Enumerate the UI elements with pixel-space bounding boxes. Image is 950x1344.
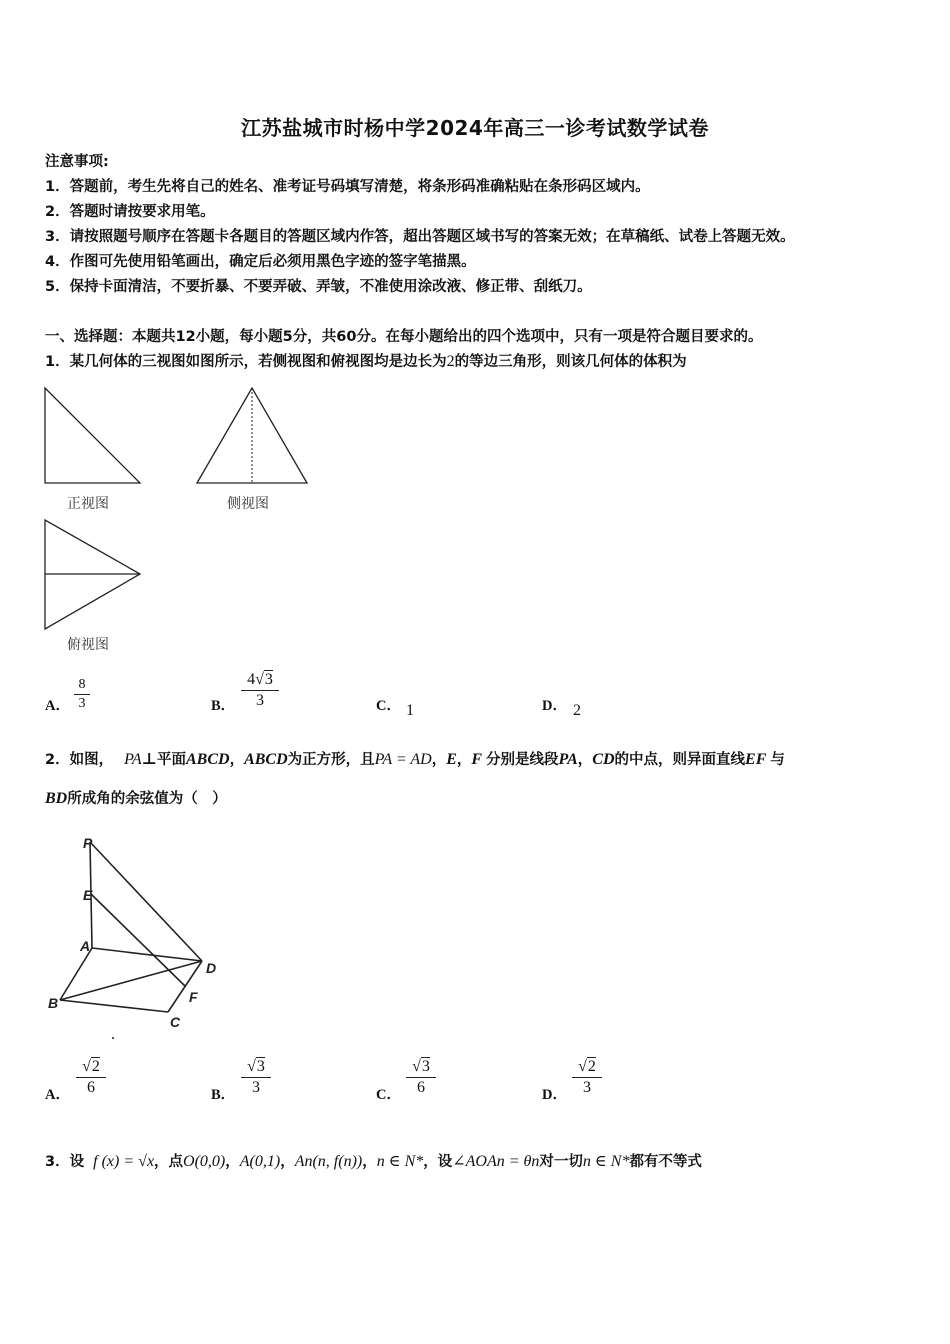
label-f: F <box>189 989 198 1005</box>
q1-option-d-label[interactable]: D． <box>542 698 567 714</box>
front-view-triangle <box>45 388 140 483</box>
top-view-caption: 俯视图 <box>67 637 109 653</box>
q1-option-b-label[interactable]: B． <box>211 698 236 714</box>
front-view-figure <box>40 385 150 490</box>
label-c: C <box>170 1014 181 1030</box>
q2-option-a-value: $\frac{√2}{6}$ <box>76 1058 106 1097</box>
q1-option-b-value: $\frac{4√3}{3}$ <box>241 671 279 710</box>
label-p: P <box>83 835 93 851</box>
section-heading: 一、选择题：本题共12小题，每小题5分，共60分。在每小题给出的四个选项中，只有一项是符合题目要求的。 <box>45 329 763 345</box>
top-view-figure <box>40 517 150 633</box>
notice-item-2: 2．答题时请按要求用笔。 <box>45 204 215 220</box>
q1-option-c-label[interactable]: C． <box>376 698 401 714</box>
notice-heading: 注意事项: <box>45 154 109 170</box>
question-3-text: 3．设 f (x) = √x，点O(0,0)，A(0,1)，An(n, f(n))，n ∈ N*，设∠AOAn = θn对一切n ∈ N*都有不等式 <box>45 1153 702 1170</box>
edge-bc <box>60 1000 168 1012</box>
label-a: A <box>80 938 91 954</box>
q2-option-b-label[interactable]: B． <box>211 1087 236 1103</box>
q2-option-c-label[interactable]: C． <box>376 1087 401 1103</box>
label-d: D <box>206 960 217 976</box>
notice-item-3: 3．请按照题号顺序在答题卡各题目的答题区域内作答，超出答题区域书写的答案无效；在草稿纸、试卷上答题无效。 <box>45 229 795 245</box>
q1-option-a-label[interactable]: A． <box>45 698 70 714</box>
page-title: 江苏盐城市时杨中学2024年高三一诊考试数学试卷 <box>241 116 709 140</box>
front-view-caption: 正视图 <box>67 496 109 512</box>
q2-option-d-value: $\frac{√2}{3}$ <box>572 1058 602 1097</box>
edge-pd <box>90 842 202 961</box>
label-b: B <box>48 995 59 1011</box>
label-e: E <box>83 887 93 903</box>
q2-option-b-value: $\frac{√3}{3}$ <box>241 1058 271 1097</box>
side-view-caption: 侧视图 <box>227 496 269 512</box>
edge-ad <box>92 948 202 961</box>
question-2-line-2: BD所成角的余弦值为（ ） <box>45 790 227 807</box>
q1-option-c-value: 1 <box>406 702 414 719</box>
side-view-figure <box>192 385 312 490</box>
pyramid-figure <box>40 830 240 1045</box>
q1-option-d-value: 2 <box>573 702 581 719</box>
q2-option-c-value: $\frac{√3}{6}$ <box>406 1058 436 1097</box>
notice-item-4: 4．作图可先使用铅笔画出，确定后必须用黑色字迹的签字笔描黑。 <box>45 254 476 270</box>
question-1-text: 1．某几何体的三视图如图所示，若侧视图和俯视图均是边长为2的等边三角形，则该几何体的体积为 <box>45 353 687 370</box>
edge-ef <box>91 894 185 986</box>
q1-option-a-value: $\frac{8}{3}$ <box>74 677 90 712</box>
notice-item-5: 5．保持卡面清洁，不要折暴、不要弄破、弄皱，不准使用涂改液、修正带、刮纸刀。 <box>45 279 592 295</box>
q2-option-d-label[interactable]: D． <box>542 1087 567 1103</box>
question-2-line-1: 2．如图， PA⊥平面ABCD，ABCD为正方形，且PA = AD，E，F 分别是线段PA，CD的中点，则异面直线EF 与 <box>45 751 785 768</box>
notice-item-1: 1．答题前，考生先将自己的姓名、准考证号码填写清楚，将条形码准确粘贴在条形码区域内。 <box>45 179 650 195</box>
q2-option-a-label[interactable]: A． <box>45 1087 70 1103</box>
